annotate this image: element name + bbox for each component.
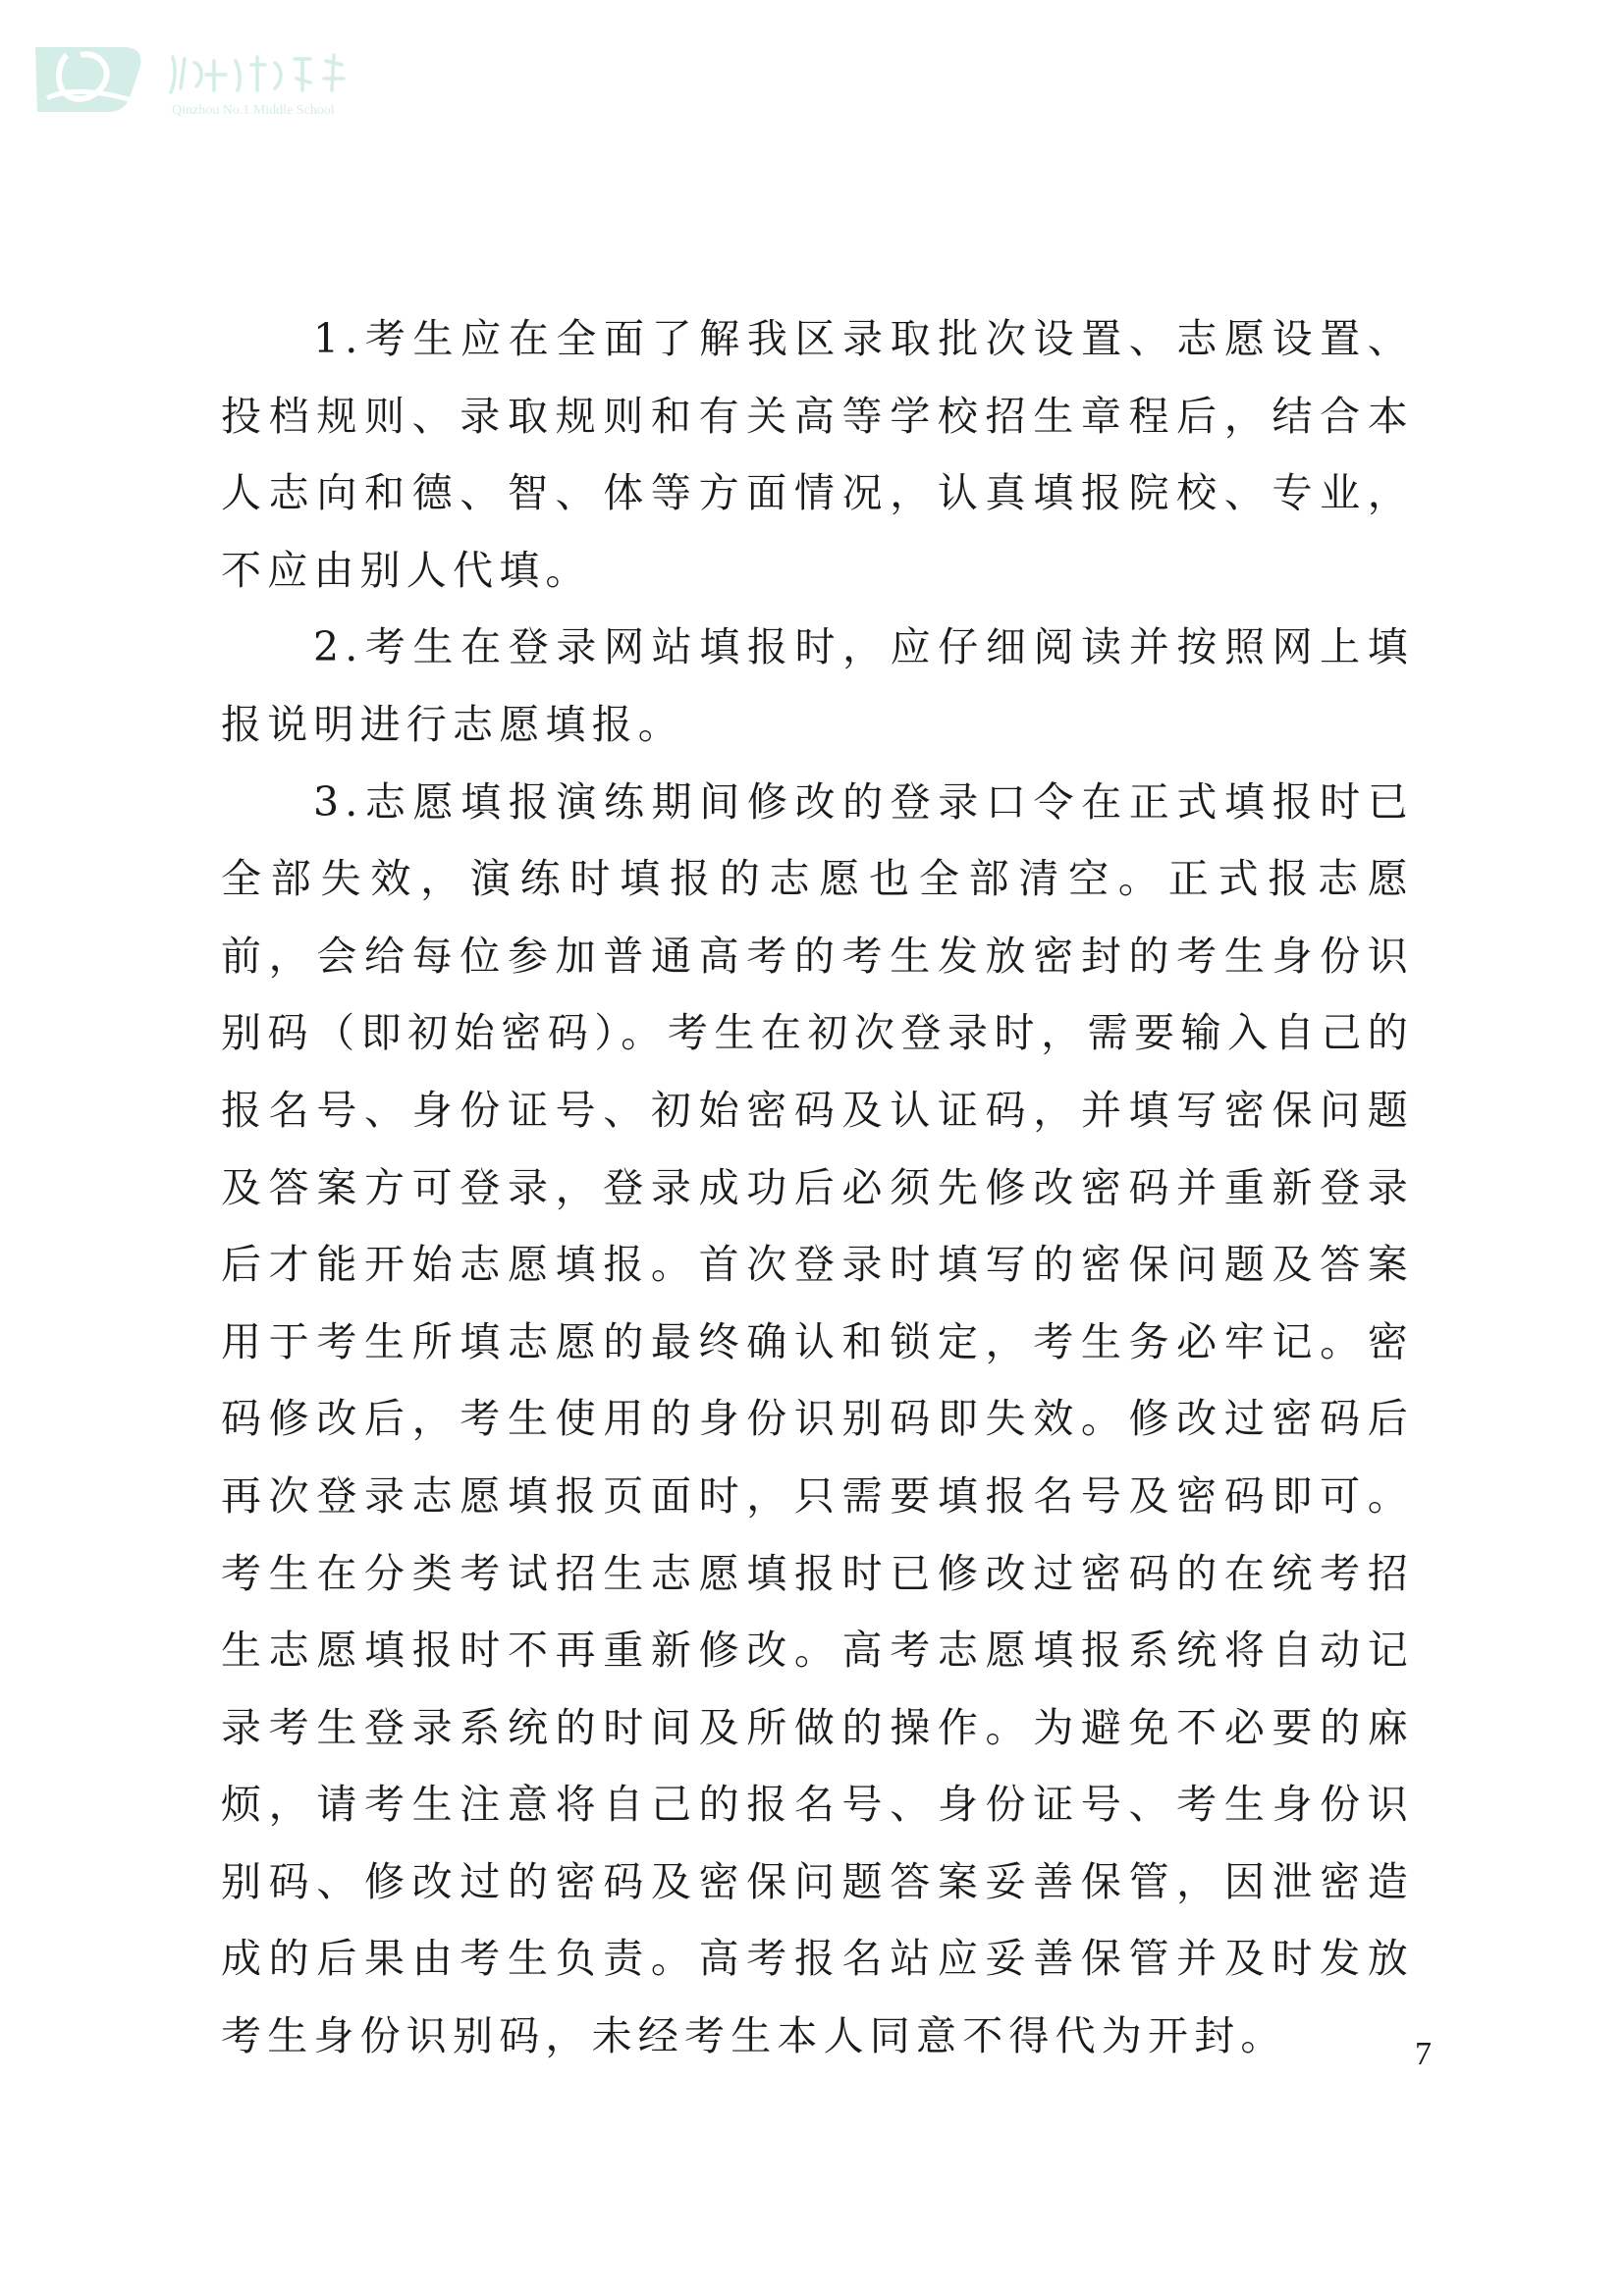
school-logo-icon — [29, 35, 383, 124]
paragraph-3: 3.志愿填报演练期间修改的登录口令在正式填报时已全部失效，演练时填报的志愿也全部清空。正式报志愿前，会给每位参加普通高考的考生发放密封的考生身份识别码（即初始密码）。考生在初次登录时，需要输入自己的报名号、身份证号、初始密码及认证码，并填写密保问题及答案方可登录，登录成功后必须先修改密码并重新登录后才能开始志愿填报。首次登录时填写的密保问题及答案用于考生所填志愿的最终确认和锁定，考生务必牢记。密码修改后，考生使用的身份识别码即失效。修改过密码后再次登录志愿填报页面时，只需要填报名号及密码即可。考生在分类考试招生志愿填报时已修改过密码的在统考招生志愿填报时不再重新修改。高考志愿填报系统将自动记录考生登录系统的时间及所做的操作。为避免不必要的麻烦，请考生注意将自己的报名号、身份证号、考生身份识别码、修改过的密码及密保问题答案妥善保管，因泄密造成的后果由考生负责。高考报名站应妥善保管并及时发放考生身份识别码，未经考生本人同意不得代为开封。 — [221, 777, 1414, 2060]
paragraph-1: 1.考生应在全面了解我区录取批次设置、志愿设置、投档规则、录取规则和有关高等学校招生章程后，结合本人志向和德、智、体等方面情况，认真填报院校、专业，不应由别人代填。 — [221, 315, 1414, 594]
page-number: 7 — [1415, 2036, 1432, 2072]
paragraph-2: 2.考生在登录网站填报时，应仔细阅读并按照网上填报说明进行志愿填报。 — [221, 623, 1414, 748]
school-logo — [29, 35, 383, 124]
logo-subtitle: Qinzhou No.1 Middle School — [172, 103, 335, 118]
document-body — [221, 300, 1414, 2075]
